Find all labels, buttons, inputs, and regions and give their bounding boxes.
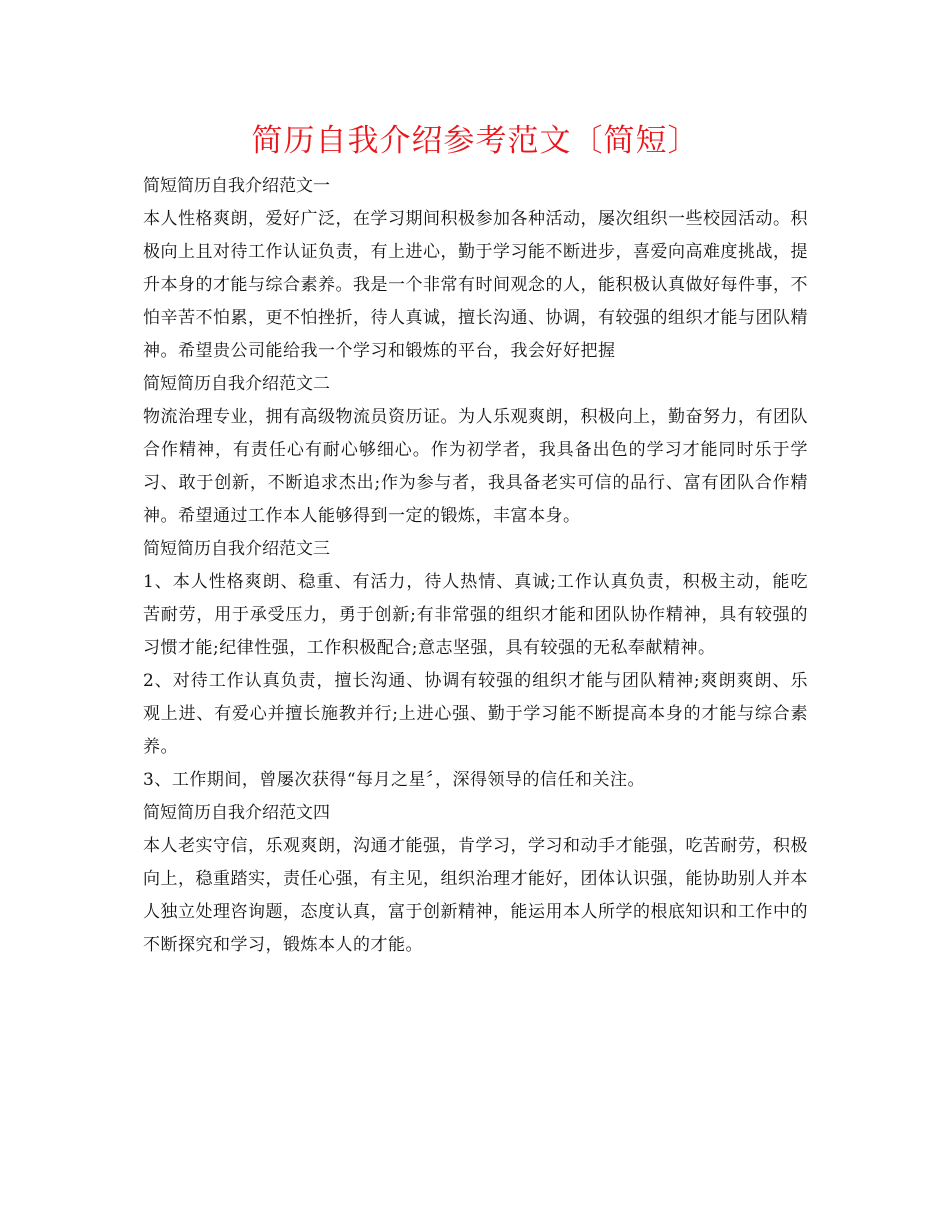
section-2: [143, 368, 808, 533]
paragraph: 本人性格爽朗，爱好广泛，在学习期间积极参加各种活动，屡次组织一些校园活动。积极向上且对待工作认证负责，有上进心，勤于学习能不断进步，喜爱向高难度挑战，提升本身的才能与综合素养。我是一个非常有时间观念的人，能积极认真做好每件事，不怕辛苦不怕累，更不怕挫折，待人真诚，擅长沟通、协调，有较强的组织才能与团队精神。希望贵公司能给我一个学习和锻炼的平台，我会好好把握: [143, 209, 808, 361]
paragraph: 物流治理专业，拥有高级物流员资历证。为人乐观爽朗，积极向上，勤奋努力，有团队合作精神，有责任心有耐心够细心。作为初学者，我具备出色的学习才能同时乐于学习、敢于创新，不断追求杰出;作为参与者，我具备老实可信的品行、富有团队合作精神。希望通过工作本人能够得到一定的锻炼，丰富本身。: [143, 407, 808, 526]
section-1: [143, 170, 808, 368]
section-3: [143, 533, 808, 797]
document-page: [143, 118, 808, 962]
paragraph: 3、工作期间，曾屡次获得“每月之星〞，深得领导的信任和关注。: [143, 770, 646, 790]
paragraph: 1、本人性格爽朗、稳重、有活力，待人热情、真诚;工作认真负责，积极主动，能吃苦耐劳，用于承受压力，勇于创新;有非常强的组织才能和团队协作精神，具有较强的习惯才能;纪律性强，工作积极配合;意志坚强，具有较强的无私奉献精神。: [143, 572, 808, 658]
section-heading: 简短简历自我介绍范文四: [143, 803, 330, 823]
document-title: 简历自我介绍参考范文〔简短〕: [251, 123, 700, 159]
section-4: [143, 797, 808, 962]
section-heading: 简短简历自我介绍范文二: [143, 374, 330, 394]
section-heading: 简短简历自我介绍范文三: [143, 539, 330, 559]
paragraph: 2、对待工作认真负责，擅长沟通、协调有较强的组织才能与团队精神;爽朗爽朗、乐观上进、有爱心并擅长施教并行;上进心强、勤于学习能不断提高本身的才能与综合素养。: [143, 671, 808, 757]
section-heading: 简短简历自我介绍范文一: [143, 176, 330, 196]
paragraph: 本人老实守信，乐观爽朗，沟通才能强，肯学习，学习和动手才能强，吃苦耐劳，积极向上，稳重踏实，责任心强，有主见，组织治理才能好，团体认识强，能协助别人并本人独立处理咨询题，态度认真，富于创新精神，能运用本人所学的根底知识和工作中的不断探究和学习，锻炼本人的才能。: [143, 836, 808, 955]
